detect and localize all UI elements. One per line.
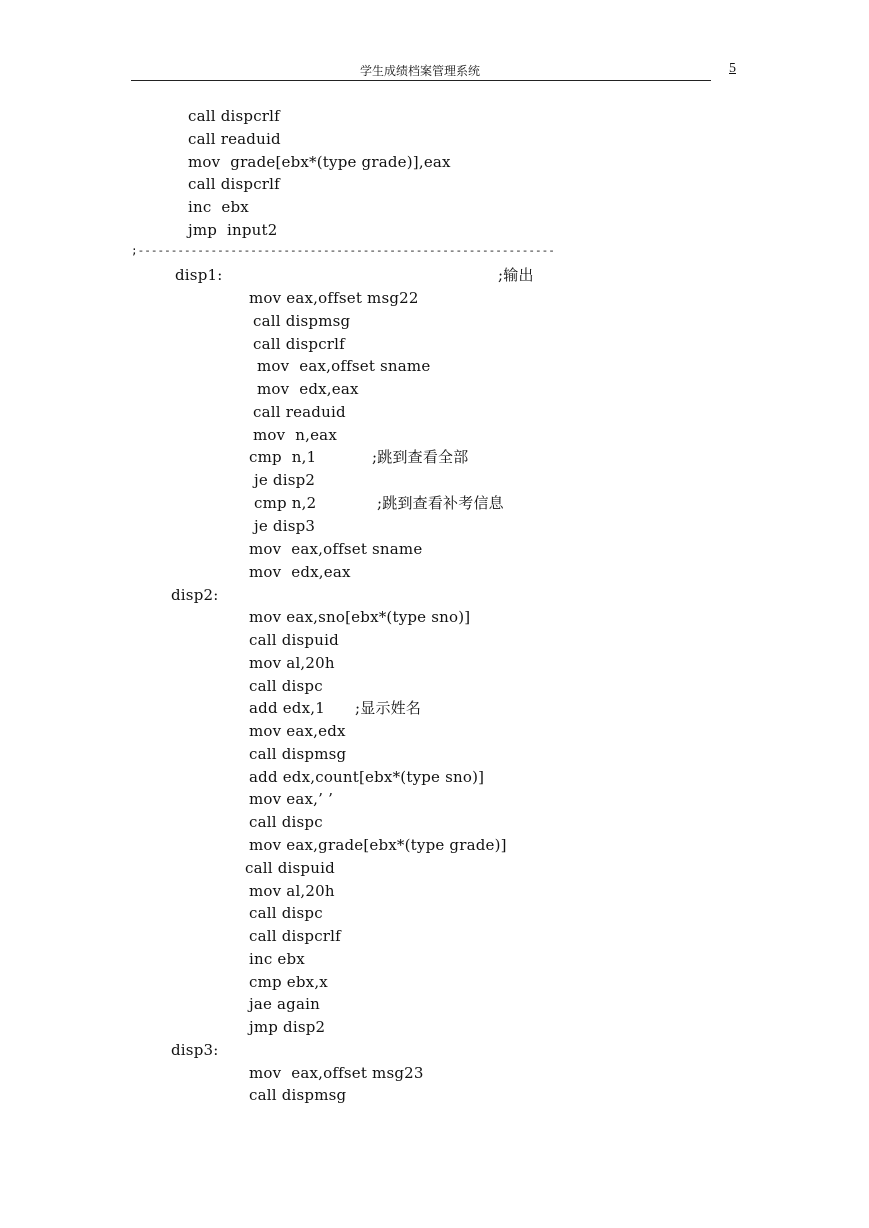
code-line: call dispuid (245, 859, 335, 877)
code-line: call dispmsg (253, 312, 351, 330)
code-line: mov grade[ebx*(type grade)],eax (188, 153, 451, 171)
code-line: je disp2 (254, 471, 316, 489)
code-line: call readuid (188, 130, 281, 148)
label-disp3: disp3: (171, 1041, 219, 1059)
header-rule (131, 80, 711, 81)
code-line: mov edx,eax (257, 380, 359, 398)
code-line: call dispcrlf (253, 335, 345, 353)
code-line: add edx,count[ebx*(type sno)] (249, 768, 485, 786)
page-header-title: 学生成绩档案管理系统 (359, 64, 480, 78)
code-line: call dispc (249, 677, 323, 695)
code-line: jmp input2 (188, 221, 278, 239)
label-disp1: disp1: (175, 266, 223, 284)
code-line: je disp3 (254, 517, 316, 535)
code-line: jmp disp2 (249, 1018, 326, 1036)
code-line: add edx,1 (249, 699, 325, 717)
code-line: inc ebx (249, 950, 305, 968)
code-line: cmp ebx,x (249, 973, 328, 991)
code-line: mov eax,edx (249, 722, 346, 740)
label-disp2: disp2: (171, 586, 219, 604)
code-line: call dispc (249, 813, 323, 831)
code-line: call dispcrlf (188, 175, 280, 193)
code-line: call dispmsg (249, 745, 347, 763)
code-line: mov eax,’ ’ (249, 790, 334, 808)
code-line: mov eax,sno[ebx*(type sno)] (249, 608, 471, 626)
comment: ;输出 (498, 266, 534, 284)
code-line: call dispuid (249, 631, 339, 649)
code-line: mov n,eax (253, 426, 337, 444)
code-line: mov eax,offset sname (249, 540, 423, 558)
code-line: mov edx,eax (249, 563, 351, 581)
code-line: call dispmsg (249, 1086, 347, 1104)
code-line: call dispc (249, 904, 323, 922)
code-line: cmp n,2 (254, 494, 317, 512)
code-line: cmp n,1 (249, 448, 317, 466)
code-line: mov al,20h (249, 654, 335, 672)
code-line: mov al,20h (249, 882, 335, 900)
code-line: call dispcrlf (249, 927, 341, 945)
comment: ;显示姓名 (355, 699, 422, 717)
code-line: call readuid (253, 403, 346, 421)
code-line: jae again (249, 995, 320, 1013)
code-line: inc ebx (188, 198, 249, 216)
code-line: mov eax,offset msg23 (249, 1064, 424, 1082)
comment: ;跳到查看全部 (372, 448, 469, 466)
code-line: call dispcrlf (188, 107, 280, 125)
code-line: mov eax,grade[ebx*(type grade)] (249, 836, 507, 854)
code-line: mov eax,offset sname (257, 357, 431, 375)
comment-separator: ;--------------------------------------------------------------- (131, 244, 555, 257)
code-line: mov eax,offset msg22 (249, 289, 419, 307)
page-number: 5 (729, 61, 736, 76)
comment: ;跳到查看补考信息 (377, 494, 504, 512)
